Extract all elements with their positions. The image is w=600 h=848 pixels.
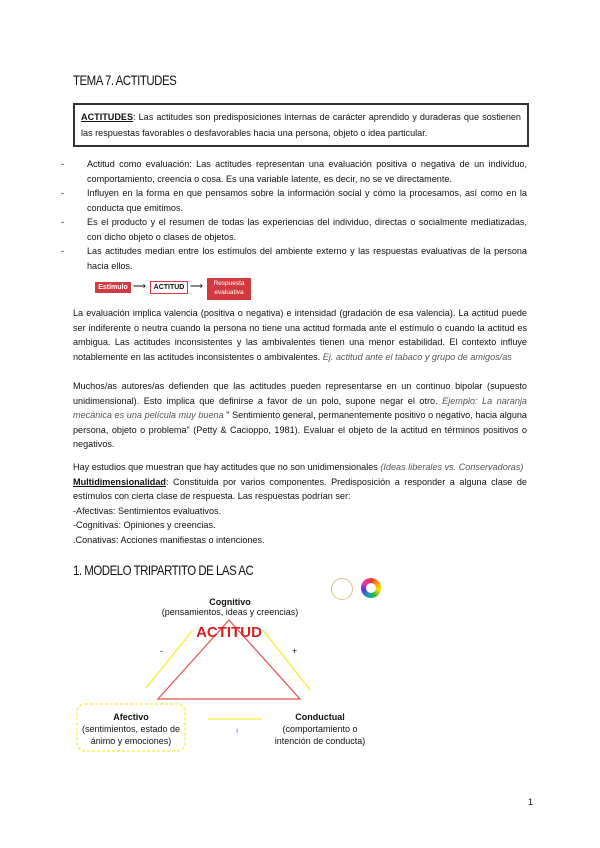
bullet-text: Actitud como evaluación: Las actitudes representan una evaluación positiva o negativa de un individuo, comportamiento, creencia o cosa. Es una variable latente, es decir, no se ve directamente. xyxy=(87,159,527,184)
cognitive-node xyxy=(140,597,320,617)
bullet-marker: - xyxy=(61,246,65,256)
conductual-node xyxy=(270,711,370,747)
sign-left: - xyxy=(160,646,163,656)
stimulus-box: Estímulo xyxy=(95,282,131,293)
term: Multidimensionalidad xyxy=(73,476,166,487)
list-item: .Conativas: Acciones manifiestas o intenciones. xyxy=(73,534,265,545)
response-box: Respuesta evaluativa xyxy=(207,278,251,300)
arrow-icon: ⟶ xyxy=(190,281,203,291)
bullet-marker: - xyxy=(61,217,65,227)
definition-text: : Las actitudes son predisposiciones internas de carácter aprendido y duraderas que sostienen las respuestas favorables o desfavorables hacia una persona, objeto o idea particular. xyxy=(81,112,521,138)
paragraph-text: " Sentimiento general, permanentemente positivo o negativo, hacia alguna persona, objeto o problema" (Petty & Cacioppo, 1981). Evaluar el objeto de la actitud en términos positivos o negativos. xyxy=(73,410,527,449)
node-title: Cognitivo xyxy=(209,597,251,607)
arrow-icon: ⟶ xyxy=(133,281,146,291)
paragraph-text: La evaluación implica valencia (positiva o negativa) e intensidad (gradación de esa valencia). La actitud puede ser indiferente o neutra cuando la persona no tiene una actitud formada ante el estímulo o cuando la actitud es ambigua. Las actitudes inconsistentes y las ambivalentes tienen una menor estabilidad. El contexto influye notablemente en las actitudes inconsistentes o ambivalentes. xyxy=(73,308,527,362)
list-item: -Cognitivas: Opiniones y creencias. xyxy=(73,520,216,530)
paragraph-text: : Constituida por varios componentes. Predisposición a responder a alguna clase de estímulos con cierta clase de respuesta. Las respuestas podrían ser: xyxy=(73,476,527,501)
paragraph-text: Hay estudios que muestran que hay actitudes que no son unidimensionales xyxy=(73,462,381,472)
bullet-marker: - xyxy=(61,188,65,198)
affective-node xyxy=(79,711,183,747)
definition-term: ACTITUDES xyxy=(81,112,134,122)
bullet-text: Las actitudes median entre los estímulos del ambiente externo y las respuestas evaluativas de la persona hacia ellos. xyxy=(87,246,527,271)
node-title: Conductual xyxy=(295,712,345,722)
section-heading: 1. MODELO TRIPARTITO DE LAS AC xyxy=(73,562,254,578)
node-desc: (sentimientos, estado de ánimo y emociones) xyxy=(81,724,181,746)
node-desc: (comportamiento o intención de conducta) xyxy=(274,724,366,746)
example-text: (Ideas liberales vs. Conservadoras) xyxy=(380,462,524,472)
list-item: -Afectivas: Sentimientos evaluativos. xyxy=(73,505,222,516)
attitude-box: ACTITUD xyxy=(150,281,188,294)
example-text: Ejemplo: La naranja mecánica es una película muy buena xyxy=(73,395,527,420)
sign-right: + xyxy=(292,646,298,656)
paragraph-text: Muchos/as autores/as defienden que las actitudes pueden representarse en un continuo bipolar (supuesto unidimensional). Esto implica que definirse a favor de un polo, supone negar el otro. xyxy=(73,381,527,406)
center-label: ACTITUD xyxy=(196,624,262,641)
example-text: Ej. actitud ante el tabaco y grupo de amigos/as xyxy=(322,351,512,362)
node-desc: (pensamientos, ideas y creencias) xyxy=(161,607,299,617)
bullet-text: Influyen en la forma en que pensamos sobre la información social y cómo la procesamos, así como en la conducta que emitimos. xyxy=(87,188,527,213)
node-title: Afectivo xyxy=(113,712,149,722)
bullet-text: Es el producto y el resumen de todas las experiencias del individuo, directas o socialmente mediatizadas, con dicho objeto o clases de objetos. xyxy=(87,217,527,242)
page-number: 1 xyxy=(528,797,534,807)
bullet-marker: - xyxy=(61,159,65,169)
page-title: TEMA 7. ACTITUDES xyxy=(73,72,177,88)
sign-bottom: ı xyxy=(236,726,239,735)
